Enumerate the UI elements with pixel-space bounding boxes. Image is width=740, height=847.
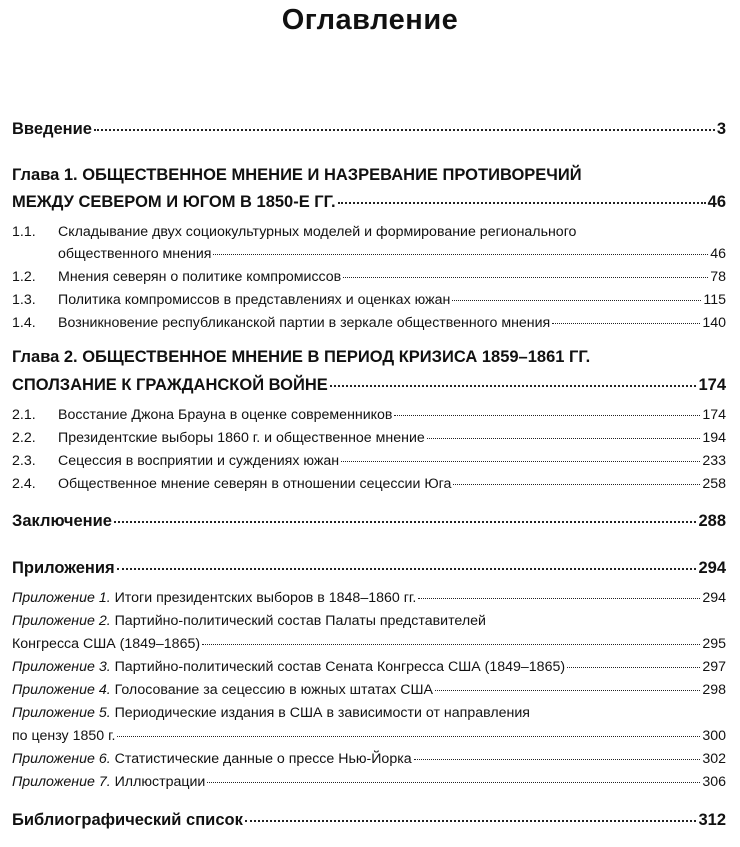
dot-leader (117, 568, 697, 570)
toc-entry-appendix-3[interactable] (12, 659, 726, 675)
section-title: Мнения северян о политике компромиссов (58, 269, 342, 285)
appendix-title: по цензу 1850 г. (12, 728, 116, 744)
appendix-title: Иллюстрации (114, 774, 206, 790)
page-number: 194 (702, 430, 726, 446)
toc-entry-appendix-5[interactable] (12, 728, 726, 744)
page-number: 174 (702, 407, 726, 423)
section-title: Президентские выборы 1860 г. и общественное мнение (58, 430, 425, 446)
page-number: 174 (698, 376, 726, 394)
page-number: 312 (698, 811, 726, 829)
section-title: Складывание двух социокультурных моделей и формирование регионального (58, 224, 577, 240)
section-number: 1.3. (12, 292, 36, 308)
appendix-prefix: Приложение 2. (12, 613, 111, 629)
toc-entry-bibliography[interactable] (12, 811, 726, 830)
page-number: 258 (702, 476, 726, 492)
entry-label: Заключение (12, 512, 112, 530)
appendix-title: Итоги президентских выборов в 1848–1860 гг. (114, 590, 417, 606)
toc-entry-appendices[interactable] (12, 559, 726, 578)
dot-leader (341, 461, 700, 462)
toc-entry-section-1-2[interactable] (12, 269, 726, 285)
dot-leader (202, 644, 700, 645)
appendix-title: Партийно-политический состав Сената Конгресса США (1849–1865) (114, 659, 566, 675)
entry-label: СПОЛЗАНИЕ К ГРАЖДАНСКОЙ ВОЙНЕ (12, 376, 328, 394)
page-number: 46 (710, 246, 726, 262)
entry-label: Библиографический список (12, 811, 243, 829)
page-number: 297 (702, 659, 726, 675)
page-number: 294 (702, 590, 726, 606)
toc-entry-section-2-1[interactable] (12, 407, 726, 423)
toc-entry-appendix-4[interactable] (12, 682, 726, 698)
page-number: 302 (702, 751, 726, 767)
page-number: 140 (702, 315, 726, 331)
toc-entry-appendix-2[interactable] (12, 636, 726, 652)
page-number: 298 (702, 682, 726, 698)
appendix-prefix: Приложение 1. (12, 590, 111, 606)
page-number: 78 (710, 269, 726, 285)
toc-entry-appendix-6[interactable] (12, 751, 726, 767)
dot-leader (552, 323, 700, 324)
page-number: 288 (698, 512, 726, 530)
appendix-prefix: Приложение 5. (12, 705, 111, 721)
appendix-title: Периодические издания в США в зависимости от направления (114, 705, 530, 721)
appendix-title: Голосование за сецессию в южных штатах США (114, 682, 433, 698)
section-title: общественного мнения (58, 246, 212, 262)
toc-entry-conclusion[interactable] (12, 512, 726, 531)
toc-entry-section-2-4[interactable] (12, 476, 726, 492)
dot-leader (213, 254, 708, 255)
dot-leader (343, 277, 708, 278)
dot-leader (207, 782, 700, 783)
toc-entry-appendix-1[interactable] (12, 590, 726, 606)
entry-label: Введение (12, 120, 92, 138)
page-title: Оглавление (281, 4, 459, 36)
toc-entry-section-2-3[interactable] (12, 453, 726, 469)
entry-label: Приложения (12, 559, 115, 577)
toc-entry-section-2-2[interactable] (12, 430, 726, 446)
dot-leader (453, 484, 700, 485)
section-number: 1.1. (12, 224, 36, 240)
dot-leader (427, 438, 701, 439)
toc-entry-intro[interactable] (12, 120, 726, 139)
dot-leader (245, 820, 697, 822)
dot-leader (394, 415, 700, 416)
toc-entry-appendix-7[interactable] (12, 774, 726, 790)
dot-leader (330, 385, 697, 387)
entry-label: МЕЖДУ СЕВЕРОМ И ЮГОМ В 1850-Е ГГ. (12, 193, 336, 211)
dot-leader (567, 667, 700, 668)
dot-leader (117, 736, 700, 737)
toc-entry-section-1-3[interactable] (12, 292, 726, 308)
section-number: 2.3. (12, 453, 36, 469)
appendix-prefix: Приложение 3. (12, 659, 111, 675)
dot-leader (452, 300, 701, 301)
appendix-prefix: Приложение 4. (12, 682, 111, 698)
appendix-title: Конгресса США (1849–1865) (12, 636, 201, 652)
page-number: 115 (703, 292, 726, 308)
chapter-1-title-line1[interactable]: Глава 1. ОБЩЕСТВЕННОЕ МНЕНИЕ И НАЗРЕВАНИЕ ПРОТИВОРЕЧИЙ (12, 166, 582, 184)
appendix-prefix: Приложение 7. (12, 774, 111, 790)
toc-entry-chapter-2[interactable] (12, 376, 726, 395)
page-number: 294 (698, 559, 726, 577)
appendix-prefix: Приложение 6. (12, 751, 111, 767)
toc-entry-section-1-4[interactable] (12, 315, 726, 331)
toc-entry-section-1-1[interactable] (12, 246, 726, 262)
dot-leader (418, 598, 700, 599)
page-number: 295 (702, 636, 726, 652)
section-number: 1.2. (12, 269, 36, 285)
section-title: Сецессия в восприятии и суждениях южан (58, 453, 340, 469)
section-number: 2.4. (12, 476, 36, 492)
chapter-2-title-line1[interactable]: Глава 2. ОБЩЕСТВЕННОЕ МНЕНИЕ В ПЕРИОД КРИЗИСА 1859–1861 ГГ. (12, 348, 591, 366)
dot-leader (338, 202, 706, 204)
dot-leader (114, 521, 697, 523)
page-number: 3 (716, 120, 726, 138)
appendix-2-line1[interactable] (12, 613, 726, 629)
appendix-title: Статистические данные о прессе Нью-Йорка (114, 751, 412, 767)
page-number: 233 (702, 453, 726, 469)
section-number: 1.4. (12, 315, 36, 331)
section-title: Общественное мнение северян в отношении сецессии Юга (58, 476, 452, 492)
dot-leader (94, 129, 715, 131)
section-1-1-line1[interactable] (12, 224, 726, 240)
toc-entry-chapter-1[interactable] (12, 193, 726, 212)
section-title: Возникновение республиканской партии в зеркале общественного мнения (58, 315, 551, 331)
appendix-5-line1[interactable] (12, 705, 726, 721)
section-title: Восстание Джона Брауна в оценке современников (58, 407, 393, 423)
section-title: Политика компромиссов в представлениях и оценках южан (58, 292, 451, 308)
section-number: 2.2. (12, 430, 36, 446)
page-number: 46 (707, 193, 726, 211)
dot-leader (435, 690, 700, 691)
section-number: 2.1. (12, 407, 36, 423)
appendix-title: Партийно-политический состав Палаты представителей (114, 613, 486, 629)
page-number: 300 (702, 728, 726, 744)
page-number: 306 (702, 774, 726, 790)
dot-leader (414, 759, 701, 760)
